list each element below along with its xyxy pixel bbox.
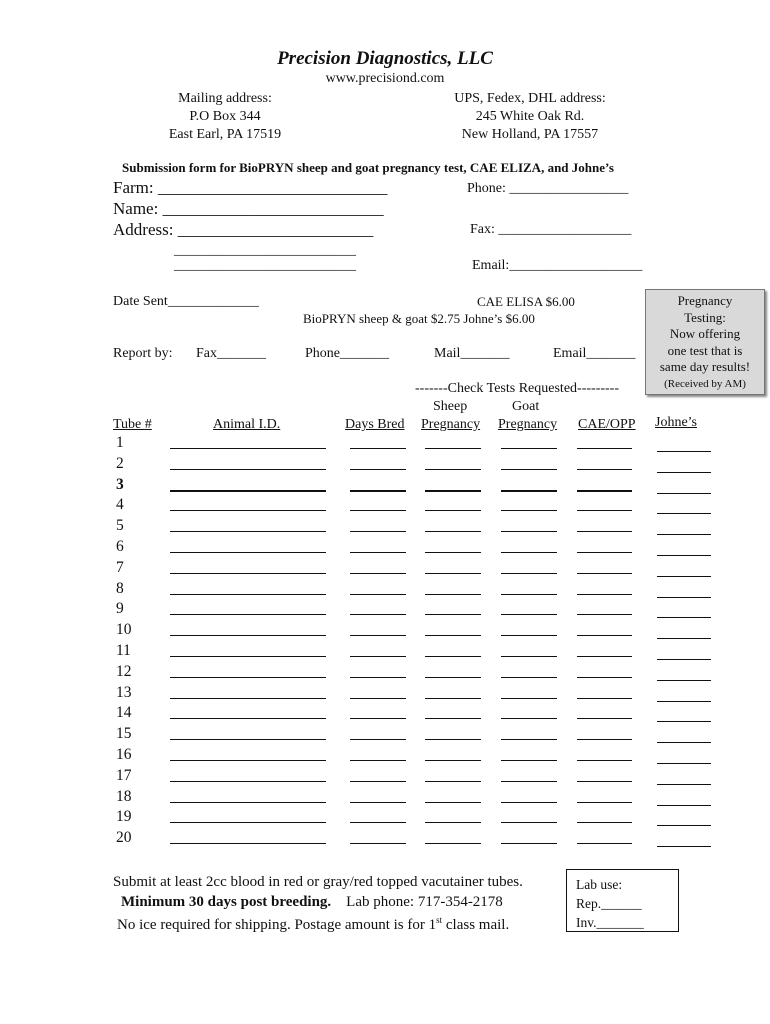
cae-opp-blank[interactable] <box>577 843 632 844</box>
tube-number: 20 <box>116 829 132 847</box>
shipping-label: UPS, Fedex, DHL address: <box>454 91 606 106</box>
animal-id-blank[interactable] <box>170 802 326 803</box>
days-bred-blank[interactable] <box>350 656 406 657</box>
days-bred-blank[interactable] <box>350 760 406 761</box>
cae-opp-blank[interactable] <box>577 635 632 636</box>
goat-pregnancy-blank[interactable] <box>501 469 557 470</box>
johnes-blank[interactable] <box>657 451 711 452</box>
animal-id-blank[interactable] <box>170 677 326 678</box>
animal-id-blank[interactable] <box>170 718 326 719</box>
footer-class-mail: class mail. <box>442 917 510 933</box>
cae-opp-blank[interactable] <box>577 718 632 719</box>
company-title: Precision Diagnostics, LLC <box>277 48 493 69</box>
animal-id-blank[interactable] <box>170 656 326 657</box>
lab-use-box <box>566 869 679 932</box>
check-tests-header: -------Check Tests Requested--------- <box>415 381 619 396</box>
footer-line-3 <box>117 915 509 934</box>
johnes-blank[interactable] <box>657 555 711 556</box>
days-bred-blank[interactable] <box>350 822 406 823</box>
cae-opp-blank[interactable] <box>577 552 632 553</box>
tube-number: 2 <box>116 454 124 472</box>
days-bred-blank[interactable] <box>350 739 406 740</box>
johnes-blank[interactable] <box>657 763 711 764</box>
pregnancy-testing-promo <box>645 289 765 395</box>
goat-pregnancy-blank[interactable] <box>501 822 557 823</box>
sheep-pregnancy-blank[interactable] <box>425 802 481 803</box>
lab-rep-field[interactable]: Rep.______ <box>576 896 642 911</box>
days-bred-blank[interactable] <box>350 510 406 511</box>
tube-number: 7 <box>116 558 124 576</box>
animal-id-blank[interactable] <box>170 510 326 511</box>
col-cae-opp: CAE/OPP <box>578 417 636 432</box>
footer-minimum-days: Minimum 30 days post breeding. <box>121 894 332 910</box>
johnes-blank[interactable] <box>657 701 711 702</box>
tube-number: 13 <box>116 683 132 701</box>
animal-id-blank[interactable] <box>170 573 326 574</box>
table-row <box>0 538 770 559</box>
name-field[interactable]: Name: __________________________ <box>113 199 384 218</box>
days-bred-blank[interactable] <box>350 552 406 553</box>
johnes-blank[interactable] <box>657 493 711 494</box>
sheep-pregnancy-blank[interactable] <box>425 573 481 574</box>
shipping-address <box>430 90 630 144</box>
johnes-blank[interactable] <box>657 617 711 618</box>
lab-use-label: Lab use: <box>576 877 623 892</box>
johnes-blank[interactable] <box>657 638 711 639</box>
tube-number: 15 <box>116 725 132 743</box>
tube-number: 10 <box>116 621 132 639</box>
sheep-pregnancy-blank[interactable] <box>425 843 481 844</box>
johnes-blank[interactable] <box>657 846 711 847</box>
johnes-blank[interactable] <box>657 659 711 660</box>
animal-id-blank[interactable] <box>170 698 326 699</box>
address-line-3[interactable]: __________________________ <box>174 258 356 273</box>
address-line-2[interactable]: __________________________ <box>174 243 356 258</box>
goat-pregnancy-blank[interactable] <box>501 531 557 532</box>
sheep-pregnancy-blank[interactable] <box>425 656 481 657</box>
date-sent-field[interactable]: Date Sent_____________ <box>113 294 259 309</box>
cae-opp-blank[interactable] <box>577 656 632 657</box>
cae-opp-blank[interactable] <box>577 677 632 678</box>
tube-number: 1 <box>116 434 124 451</box>
price-bioprym-johnes: BioPRYN sheep & goat $2.75 Johne’s $6.00 <box>303 311 535 326</box>
animal-id-blank[interactable] <box>170 448 326 449</box>
animal-id-blank[interactable] <box>170 635 326 636</box>
johnes-blank[interactable] <box>657 825 711 826</box>
days-bred-blank[interactable] <box>350 802 406 803</box>
price-cae: CAE ELISA $6.00 <box>477 294 575 309</box>
tube-number: 17 <box>116 766 132 784</box>
col-goat-pregnancy: Pregnancy <box>498 417 558 432</box>
goat-pregnancy-blank[interactable] <box>501 552 557 553</box>
days-bred-blank[interactable] <box>350 448 406 449</box>
farm-field[interactable]: Farm: ___________________________ <box>113 178 388 197</box>
cae-opp-blank[interactable] <box>577 448 632 449</box>
mailing-label: Mailing address: <box>178 91 272 106</box>
promo-line-4: one test that is <box>667 342 743 358</box>
days-bred-blank[interactable] <box>350 781 406 782</box>
goat-pregnancy-blank[interactable] <box>501 802 557 803</box>
tube-number: 8 <box>116 579 124 597</box>
days-bred-blank[interactable] <box>350 698 406 699</box>
tube-number: 3 <box>116 475 124 493</box>
sheep-pregnancy-blank[interactable] <box>425 781 481 782</box>
goat-pregnancy-blank[interactable] <box>501 843 557 844</box>
cae-opp-blank[interactable] <box>577 469 632 470</box>
sheep-pregnancy-blank[interactable] <box>425 718 481 719</box>
goat-pregnancy-blank[interactable] <box>501 614 557 615</box>
sheep-pregnancy-blank[interactable] <box>425 448 481 449</box>
email-field[interactable]: Email:___________________ <box>472 258 643 273</box>
table-row <box>0 476 770 497</box>
form-subtitle: Submission form for BioPRYN sheep and goat pregnancy test, CAE ELIZA, and Johne’s <box>122 160 614 175</box>
col-tube: Tube # <box>113 417 152 432</box>
table-row <box>0 746 770 767</box>
table-row <box>0 580 770 601</box>
days-bred-blank[interactable] <box>350 490 406 492</box>
promo-line-3: Now offering <box>669 326 741 341</box>
table-row <box>0 704 770 725</box>
tube-number: 14 <box>116 704 132 722</box>
johnes-blank[interactable] <box>657 680 711 681</box>
mailing-line-2: East Earl, PA 17519 <box>168 127 282 142</box>
days-bred-blank[interactable] <box>350 594 406 595</box>
animal-id-blank[interactable] <box>170 531 326 532</box>
mailing-address <box>140 90 310 144</box>
report-by-label: Report by: <box>113 346 173 361</box>
tube-number: 16 <box>116 746 132 763</box>
cae-opp-blank[interactable] <box>577 822 632 823</box>
phone-field[interactable]: Phone: _________________ <box>467 181 629 196</box>
table-row <box>0 663 770 684</box>
table-row <box>0 808 770 829</box>
goat-pregnancy-blank[interactable] <box>501 698 557 699</box>
table-row <box>0 642 770 663</box>
cae-opp-blank[interactable] <box>577 490 632 492</box>
animal-id-blank[interactable] <box>170 739 326 740</box>
table-row <box>0 600 770 621</box>
days-bred-blank[interactable] <box>350 843 406 844</box>
sheep-header-top: Sheep <box>433 399 468 414</box>
animal-id-blank[interactable] <box>170 760 326 761</box>
promo-note: (Received by AM) <box>664 377 746 390</box>
table-row <box>0 434 770 455</box>
tube-number: 4 <box>116 496 124 514</box>
goat-pregnancy-blank[interactable] <box>501 677 557 678</box>
sheep-pregnancy-blank[interactable] <box>425 698 481 699</box>
report-fax-option[interactable]: Fax_______ <box>196 346 266 361</box>
fax-field[interactable]: Fax: ___________________ <box>470 222 632 237</box>
sheep-pregnancy-blank[interactable] <box>425 635 481 636</box>
goat-pregnancy-blank[interactable] <box>501 718 557 719</box>
col-days-bred: Days Bred <box>345 417 405 432</box>
johnes-blank[interactable] <box>657 513 711 514</box>
cae-opp-blank[interactable] <box>577 739 632 740</box>
table-row <box>0 725 770 746</box>
goat-header-top: Goat <box>512 399 540 414</box>
goat-pregnancy-blank[interactable] <box>501 490 557 492</box>
table-row <box>0 829 770 850</box>
days-bred-blank[interactable] <box>350 531 406 532</box>
cae-opp-blank[interactable] <box>577 698 632 699</box>
sheep-pregnancy-blank[interactable] <box>425 614 481 615</box>
tube-number: 5 <box>116 517 124 535</box>
tube-number: 19 <box>116 808 132 826</box>
sheep-pregnancy-blank[interactable] <box>425 469 481 470</box>
table-row <box>0 684 770 705</box>
shipping-line-1: 245 White Oak Rd. <box>475 109 585 124</box>
sheep-pregnancy-blank[interactable] <box>425 490 481 492</box>
table-row <box>0 788 770 809</box>
cae-opp-blank[interactable] <box>577 760 632 761</box>
table-row <box>0 621 770 642</box>
goat-pregnancy-blank[interactable] <box>501 448 557 449</box>
sheep-pregnancy-blank[interactable] <box>425 552 481 553</box>
days-bred-blank[interactable] <box>350 614 406 615</box>
johnes-blank[interactable] <box>657 472 711 473</box>
days-bred-blank[interactable] <box>350 635 406 636</box>
report-email-option[interactable]: Email_______ <box>553 346 636 361</box>
cae-opp-blank[interactable] <box>577 573 632 574</box>
lab-inv-field[interactable]: Inv._______ <box>576 915 644 930</box>
days-bred-blank[interactable] <box>350 573 406 574</box>
johnes-blank[interactable] <box>657 742 711 743</box>
johnes-blank[interactable] <box>657 784 711 785</box>
sheep-pregnancy-blank[interactable] <box>425 594 481 595</box>
shipping-line-2: New Holland, PA 17557 <box>461 127 599 142</box>
table-row <box>0 559 770 580</box>
goat-pregnancy-blank[interactable] <box>501 635 557 636</box>
days-bred-blank[interactable] <box>350 677 406 678</box>
sheep-pregnancy-blank[interactable] <box>425 677 481 678</box>
footer-shipping-note: No ice required for shipping. Postage amount is for 1 <box>117 917 437 933</box>
johnes-blank[interactable] <box>657 805 711 806</box>
cae-opp-blank[interactable] <box>577 802 632 803</box>
promo-line-5: same day results! <box>659 359 751 374</box>
johnes-blank[interactable] <box>657 576 711 577</box>
footer-sup: st <box>436 915 443 925</box>
goat-pregnancy-blank[interactable] <box>501 656 557 657</box>
goat-pregnancy-blank[interactable] <box>501 594 557 595</box>
footer-line-2 <box>121 894 503 911</box>
johnes-blank[interactable] <box>657 534 711 535</box>
animal-id-blank[interactable] <box>170 490 326 492</box>
animal-id-blank[interactable] <box>170 781 326 782</box>
sheep-pregnancy-blank[interactable] <box>425 760 481 761</box>
mailing-line-1: P.O Box 344 <box>189 109 261 124</box>
goat-pregnancy-blank[interactable] <box>501 739 557 740</box>
days-bred-blank[interactable] <box>350 718 406 719</box>
animal-id-blank[interactable] <box>170 469 326 470</box>
tube-number: 11 <box>116 642 131 659</box>
cae-opp-blank[interactable] <box>577 614 632 615</box>
cae-opp-blank[interactable] <box>577 781 632 782</box>
address-field[interactable]: Address: _______________________ <box>113 220 374 239</box>
animal-id-blank[interactable] <box>170 843 326 844</box>
table-row <box>0 496 770 517</box>
footer-lab-phone: Lab phone: 717-354-2178 <box>346 894 503 910</box>
col-sheep-pregnancy: Pregnancy <box>421 417 481 432</box>
goat-pregnancy-blank[interactable] <box>501 510 557 511</box>
cae-opp-blank[interactable] <box>577 510 632 511</box>
report-phone-option[interactable]: Phone_______ <box>305 346 389 361</box>
tube-number: 18 <box>116 787 132 805</box>
website-link[interactable]: www.precisiond.com <box>325 71 445 86</box>
tube-number: 12 <box>116 662 132 680</box>
goat-pregnancy-blank[interactable] <box>501 781 557 782</box>
animal-id-blank[interactable] <box>170 822 326 823</box>
cae-opp-blank[interactable] <box>577 531 632 532</box>
sheep-pregnancy-blank[interactable] <box>425 510 481 511</box>
goat-pregnancy-blank[interactable] <box>501 760 557 761</box>
cae-opp-blank[interactable] <box>577 594 632 595</box>
tube-number: 9 <box>116 600 124 618</box>
promo-line-1: Pregnancy <box>677 293 733 308</box>
promo-line-2: Testing: <box>684 309 726 325</box>
animal-id-blank[interactable] <box>170 552 326 553</box>
footer-line-1: Submit at least 2cc blood in red or gray/red topped vacutainer tubes. <box>113 874 523 890</box>
animal-id-blank[interactable] <box>170 614 326 615</box>
tube-number: 6 <box>116 538 124 555</box>
table-row <box>0 455 770 476</box>
col-animal-id: Animal I.D. <box>213 417 281 432</box>
sheep-pregnancy-blank[interactable] <box>425 531 481 532</box>
col-johnes: Johne’s <box>655 415 697 430</box>
sheep-pregnancy-blank[interactable] <box>425 822 481 823</box>
report-mail-option[interactable]: Mail_______ <box>434 346 510 361</box>
johnes-blank[interactable] <box>657 721 711 722</box>
table-row <box>0 517 770 538</box>
goat-pregnancy-blank[interactable] <box>501 573 557 574</box>
sheep-pregnancy-blank[interactable] <box>425 739 481 740</box>
animal-id-blank[interactable] <box>170 594 326 595</box>
days-bred-blank[interactable] <box>350 469 406 470</box>
johnes-blank[interactable] <box>657 597 711 598</box>
table-row <box>0 767 770 788</box>
